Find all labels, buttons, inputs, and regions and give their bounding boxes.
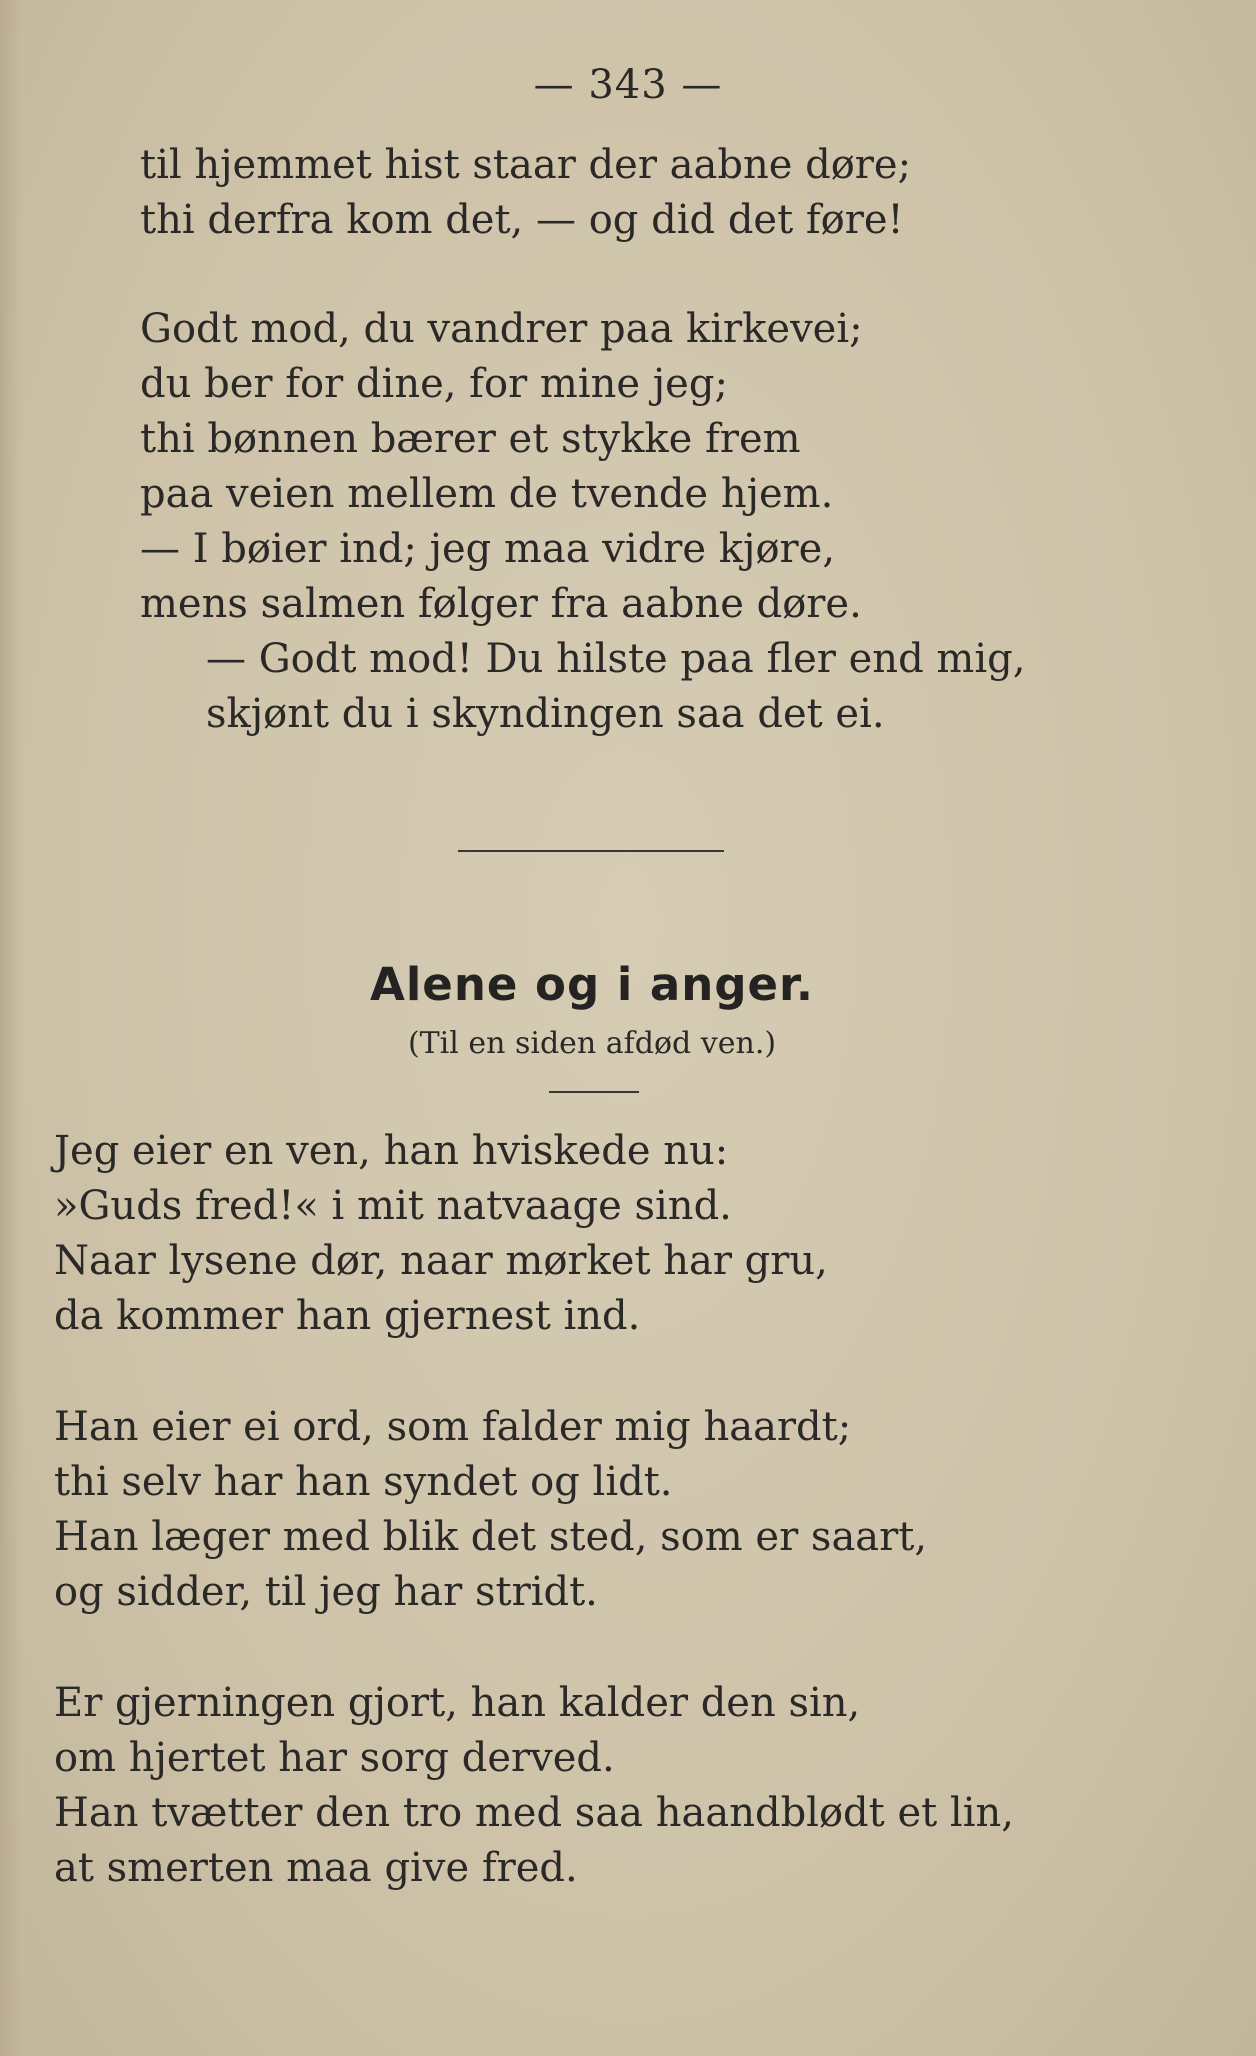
verse-line: Han læger med blik det sted, som er saart, — [54, 1514, 928, 1560]
verse-line: at smerten maa give fred. — [54, 1845, 578, 1891]
verse-line: paa veien mellem de tvende hjem. — [140, 471, 834, 517]
verse-line: og sidder, til jeg har stridt. — [54, 1569, 598, 1615]
verse-line: Godt mod, du vandrer paa kirkevei; — [140, 306, 863, 352]
verse-line: — I bøier ind; jeg maa vidre kjøre, — [140, 526, 836, 572]
verse-line: Jeg eier en ven, han hviskede nu: — [54, 1128, 729, 1174]
verse-line: du ber for dine, for mine jeg; — [140, 361, 728, 407]
page-number: — 343 — — [533, 62, 723, 108]
verse-line: »Guds fred!« i mit natvaage sind. — [54, 1183, 732, 1229]
verse-line: Han tvætter den tro med saa haandblødt et lin, — [54, 1790, 1014, 1836]
verse-line: Er gjerningen gjort, han kalder den sin, — [54, 1680, 861, 1726]
verse-line: til hjemmet hist staar der aabne døre; — [140, 142, 912, 188]
verse-line: thi selv har han syndet og lidt. — [54, 1459, 673, 1505]
verse-line: da kommer han gjernest ind. — [54, 1293, 641, 1339]
verse-line: skjønt du i skyndingen saa det ei. — [206, 691, 885, 737]
poem-subtitle: (Til en siden afdød ven.) — [407, 1026, 777, 1061]
poem-stanza-3 — [54, 1676, 1014, 1896]
poem-title: Alene og i anger. — [370, 958, 814, 1011]
verse-line: thi bønnen bærer et stykke frem — [140, 416, 801, 462]
poem-stanza-1 — [54, 1124, 828, 1344]
verse-line: Han eier ei ord, som falder mig haardt; — [54, 1404, 852, 1450]
title-rule — [549, 1091, 639, 1093]
previous-poem-closing-stanza — [140, 138, 911, 248]
verse-line: Naar lysene dør, naar mørket har gru, — [54, 1238, 828, 1284]
poem-stanza-2 — [54, 1400, 927, 1620]
verse-line: thi derfra kom det, — og did det føre! — [140, 197, 904, 243]
previous-poem-final-stanza — [140, 302, 1025, 742]
verse-line: om hjertet har sorg derved. — [54, 1735, 615, 1781]
verse-line: — Godt mod! Du hilste paa fler end mig, — [206, 636, 1026, 682]
verse-line: mens salmen følger fra aabne døre. — [140, 581, 862, 627]
section-divider — [458, 850, 724, 852]
